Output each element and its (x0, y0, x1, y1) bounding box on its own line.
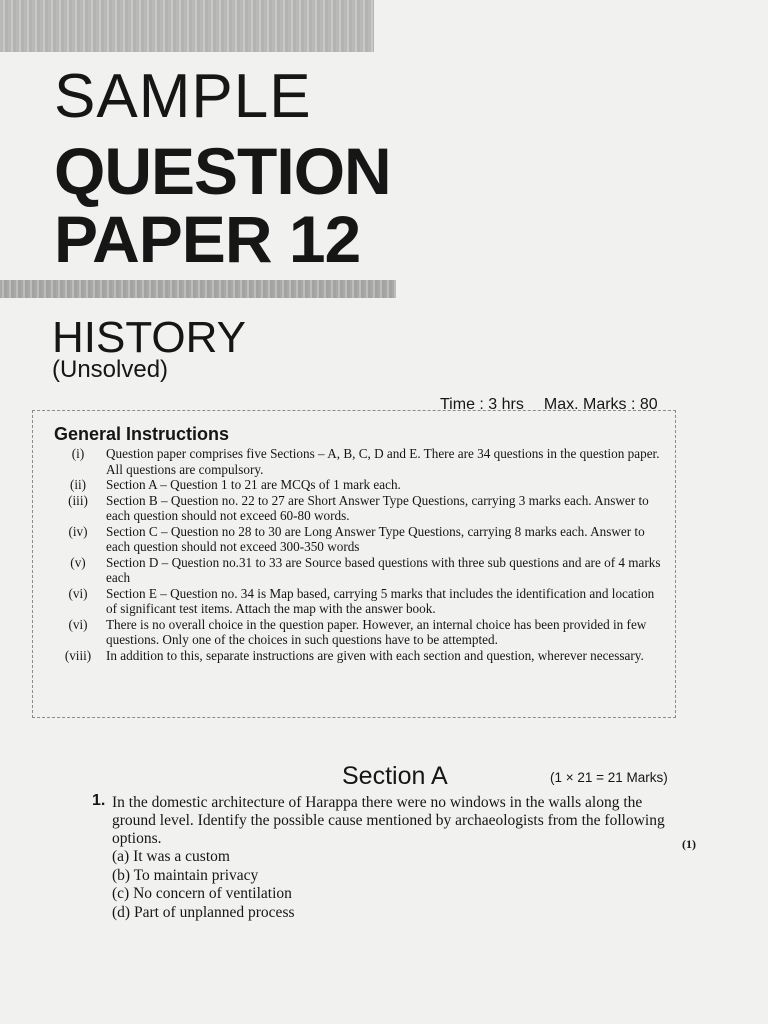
instruction-text: Section A – Question 1 to 21 are MCQs of 1 mark each. (106, 477, 401, 492)
instructions-heading: General Instructions (54, 424, 230, 444)
option-item: (b) To maintain privacy (112, 866, 259, 884)
instructions-list (50, 446, 662, 663)
instruction-item (50, 555, 662, 586)
instruction-text: Section C – Question no 28 to 30 are Long Answer Type Questions, carrying 8 marks each. Answer to each question should not exceed 300-350 words (106, 523, 645, 554)
instruction-number: (vi) (68, 585, 88, 601)
option-item: (c) No concern of ventilation (112, 885, 292, 902)
answer-options (112, 848, 295, 922)
instruction-item (50, 617, 662, 648)
instruction-text: Section B – Question no. 22 to 27 are Short Answer Type Questions, carrying 3 marks each. Answer to each question should not exceed 60-80 words. (106, 492, 649, 523)
instruction-number: (ii) (69, 477, 87, 492)
instruction-item (50, 586, 662, 617)
instruction-number: (viii) (64, 647, 92, 663)
section-marks: (1 × 21 = 21 Marks) (550, 770, 668, 785)
instruction-number: (i) (71, 446, 85, 461)
subject-note: (Unsolved) (52, 356, 169, 383)
title-divider-strip (0, 280, 396, 298)
top-decorative-strip (0, 0, 374, 52)
instruction-number: (iv) (68, 523, 88, 539)
question-number: 1. (92, 792, 106, 809)
instruction-number: (vi) (68, 616, 88, 632)
option-item: (a) It was a custom (112, 848, 230, 865)
instruction-item (50, 524, 662, 555)
instruction-text: Question paper comprises five Sections – A, B, C, D and E. There are 34 questions in the question paper. All questions are compulsory. (106, 446, 660, 477)
instruction-item (50, 493, 662, 524)
section-title: Section A (342, 762, 448, 790)
option-item: (d) Part of unplanned process (112, 903, 295, 921)
instruction-number: (iii) (68, 492, 88, 508)
instruction-item (50, 446, 662, 477)
title-line-1: SAMPLE (54, 62, 312, 131)
question-mark: (1) (682, 837, 696, 851)
instruction-number: (v) (70, 554, 86, 570)
instruction-text: Section D – Question no.31 to 33 are Source based questions with three sub questions and are of 4 marks each (106, 554, 661, 585)
instruction-item (50, 477, 662, 493)
question-text: In the domestic architecture of Harappa there were no windows in the walls along the ground level. Identify the possible cause mentioned by archaeologists from the following options. (112, 794, 665, 847)
instruction-text: Section E – Question no. 34 is Map based, carrying 5 marks that includes the identification and location of significant test items. Attach the map with the answer book. (106, 585, 655, 616)
instruction-text: In addition to this, separate instructions are given with each section and question, wherever necessary. (106, 647, 644, 663)
title-line-3: PAPER 12 (54, 202, 361, 276)
subject-title: HISTORY (52, 313, 246, 362)
time-allowed: Time : 3 hrs (440, 396, 524, 413)
title-line-2: QUESTION (54, 134, 391, 208)
instruction-text: There is no overall choice in the question paper. However, an internal choice has been provided in few questions. Only one of the choices in such questions have to be attempted. (106, 616, 647, 647)
max-marks: Max. Marks : 80 (543, 396, 658, 413)
instruction-item (50, 648, 662, 664)
